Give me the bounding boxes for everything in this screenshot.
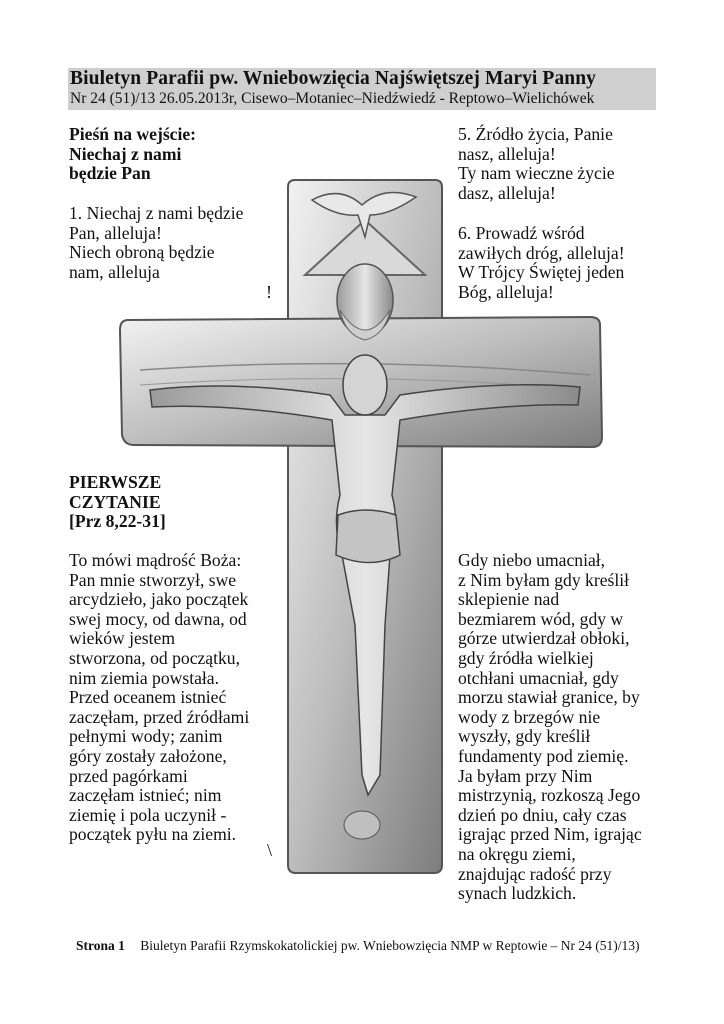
first-reading-left-column: To mówi mądrość Boża: Pan mnie stworzył, swe arcydzieło, jako początek swej mocy, od dawna, od wieków jestem stworzona, od początku, nim ziemia powstała. Przed oceanem istnieć zaczęłam, przed źródłami pełnymi wody; zanim góry zostały założone, przed pagórkami zaczęłam istnieć; nim ziemię i pola uczynił - początek pyłu na ziemi.: [69, 550, 250, 845]
song-verse-5: 5. Źródło życia, Panie nasz, alleluja! Ty nam wieczne życie dasz, alleluja!: [458, 124, 615, 203]
entrance-song-heading: Pieśń na wejście: Niechaj z nami będzie Pan: [69, 124, 197, 184]
bulletin-header: [68, 68, 656, 110]
first-reading-heading: PIERWSZE CZYTANIE [Prz 8,22-31]: [69, 472, 166, 532]
bulletin-issue-line: Nr 24 (51)/13 26.05.2013r, Cisewo–Motaniec–Niedźwiedź - Reptowo–Wielichówek: [70, 90, 595, 107]
bulletin-title: Biuletyn Parafii pw. Wniebowzięcia Najświętszej Maryi Panny: [70, 68, 597, 89]
backslash-mark: \: [267, 840, 273, 860]
exclamation-mark: !: [266, 282, 272, 302]
first-reading-right-column: Gdy niebo umacniał, z Nim byłam gdy kreślił sklepienie nad bezmiarem wód, gdy w górze utwierdzał obłoki, gdy źródła wielkiej otchłani umacniał, gdy morzu stawiał granice, by wody z brzegów nie wyszły, gdy kreślił fundamenty pod ziemię. Ja byłam przy Nim mistrzynią, rozkoszą Jego dzień po dniu, cały czas igrając przed Nim, igrając na okręgu ziemi, znajdując radość przy synach ludzkich.: [458, 550, 642, 904]
page-footer: [76, 938, 640, 954]
page-number: Strona 1: [76, 938, 125, 953]
song-verse-1: 1. Niechaj z nami będzie Pan, alleluja! Niech obroną będzie nam, alleluja: [69, 203, 244, 282]
song-verse-6: 6. Prowadź wśród zawiłych dróg, alleluja! W Trójcy Świętej jeden Bóg, alleluja!: [458, 223, 625, 302]
footer-text: Biuletyn Parafii Rzymskokatolickiej pw. Wniebowzięcia NMP w Reptowie – Nr 24 (51)/13): [140, 938, 640, 953]
